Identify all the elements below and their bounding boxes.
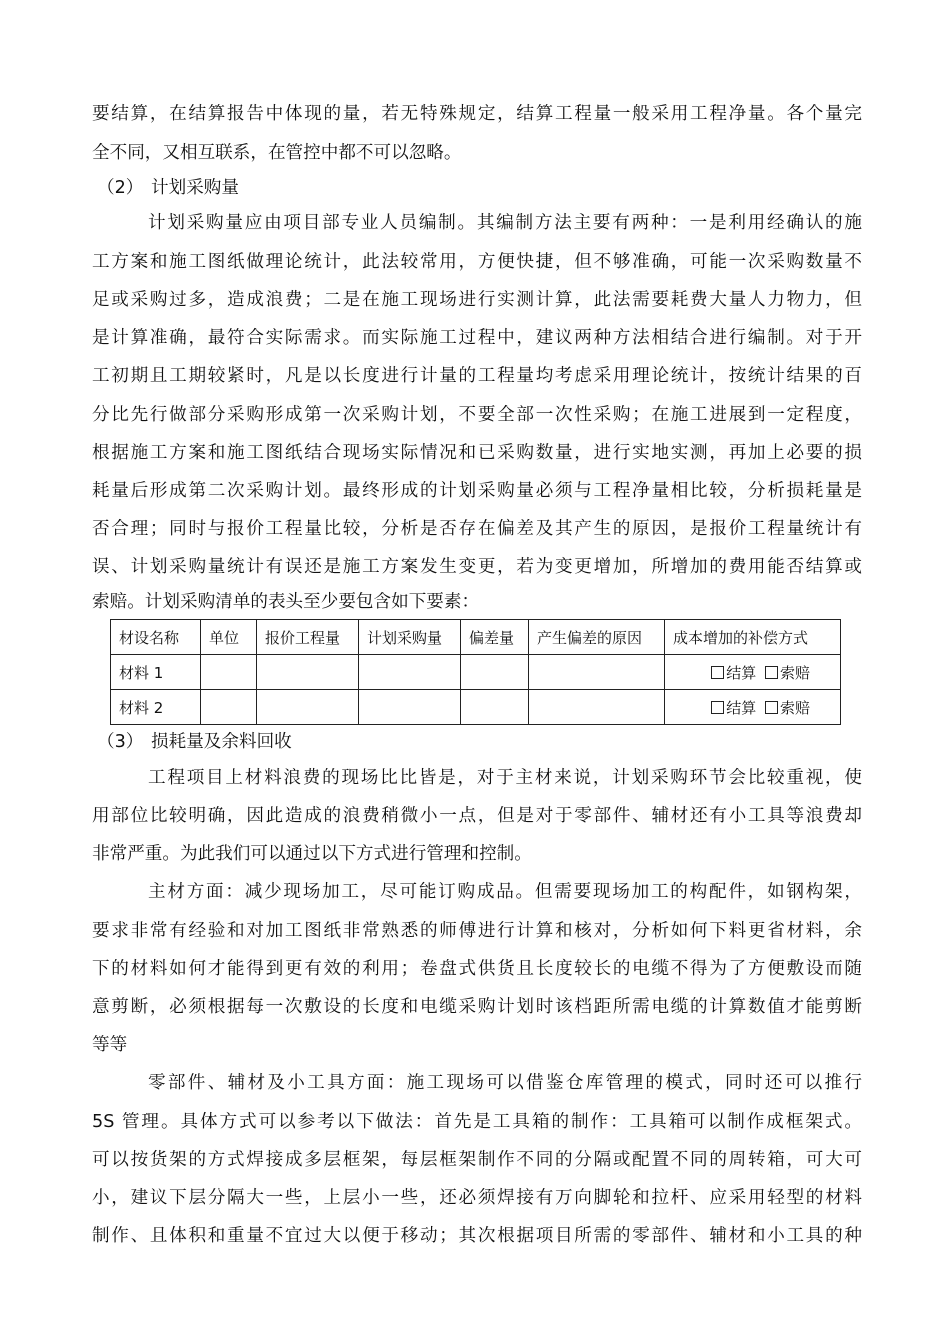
- section-3-title: 损耗量及余料回收: [151, 732, 292, 752]
- settlement-label: 结算: [726, 698, 757, 717]
- section-2-line: 足或采购过多，造成浪费；二是在施工现场进行实测计算，此法需要耗费大量人力物力，但: [92, 290, 862, 310]
- section-3-para3-line: 可以按货架的方式焊接成多层框架，每层框架制作不同的分隔或配置不同的周转箱，可大可: [92, 1150, 862, 1170]
- material-name-cell: 材料 2: [111, 690, 201, 725]
- section-3-para3-line: 小，建议下层分隔大一些，上层小一些，还必须焊接有万向脚轮和拉杆、应采用轻型的材料: [92, 1188, 862, 1208]
- section-3-para3-line: 制作、且体积和重量不宜过大以便于移动；其次根据项目所需的零部件、辅材和小工具的种: [92, 1226, 862, 1246]
- table-header-cell: 报价工程量: [257, 620, 359, 655]
- section-2-line: 是计算准确，最符合实际需求。而实际施工过程中，建议两种方法相结合进行编制。对于开: [92, 328, 862, 348]
- table-cell: [201, 690, 257, 725]
- section-2-number: （2）: [97, 178, 144, 198]
- table-header-cell: 计划采购量: [359, 620, 461, 655]
- settlement-checkbox[interactable]: [711, 701, 724, 714]
- table-cell: [461, 655, 529, 690]
- section-3-para2-line: 要求非常有经验和对加工图纸非常熟悉的师傅进行计算和核对，分析如何下料更省材料，余: [92, 921, 862, 941]
- intro-line-1: 要结算，在结算报告中体现的量，若无特殊规定，结算工程量一般采用工程净量。各个量完: [92, 104, 862, 124]
- procurement-header-table: [110, 619, 841, 725]
- section-2-line: 误、计划采购量统计有误还是施工方案发生变更，若为变更增加，所增加的费用能否结算或: [92, 557, 862, 577]
- settlement-label: 结算: [726, 663, 757, 682]
- section-2-line: 工方案和施工图纸做理论统计，此法较常用，方便快捷，但不够准确，可能一次采购数量不: [92, 252, 862, 272]
- section-3-para3-line: 5S 管理。具体方式可以参考以下做法：首先是工具箱的制作：工具箱可以制作成框架式。: [92, 1112, 862, 1132]
- section-3-para2-line: 意剪断，必须根据每一次敷设的长度和电缆采购计划时该档距所需电缆的计算数值才能剪断: [92, 997, 862, 1017]
- section-3-para1-line: 工程项目上材料浪费的现场比比皆是，对于主材来说，计划采购环节会比较重视，使: [148, 768, 862, 788]
- section-3-para3-line: 零部件、辅材及小工具方面：施工现场可以借鉴仓库管理的模式，同时还可以推行: [148, 1073, 862, 1093]
- section-2-line: 工初期且工期较紧时，凡是以长度进行计量的工程量均考虑采用理论统计，按统计结果的百: [92, 366, 862, 386]
- claim-checkbox[interactable]: [765, 701, 778, 714]
- section-3-para2-line: 主材方面：减少现场加工，尽可能订购成品。但需要现场加工的构配件，如钢构架，: [148, 882, 862, 902]
- table-cell: [529, 690, 665, 725]
- section-2-line: 根据施工方案和施工图纸结合现场实际情况和已采购数量，进行实地实测，再加上必要的损: [92, 443, 862, 463]
- table-cell: [257, 655, 359, 690]
- table-header-cell: 产生偏差的原因: [529, 620, 665, 655]
- settlement-checkbox[interactable]: [711, 666, 724, 679]
- table-cell: [529, 655, 665, 690]
- table-row: [111, 690, 841, 725]
- section-3-para1-line: 用部位比较明确，因此造成的浪费稍微小一点，但是对于零部件、辅材还有小工具等浪费却: [92, 806, 862, 826]
- claim-label: 索赔: [779, 663, 810, 682]
- section-2-line: 索赔。计划采购清单的表头至少要包含如下要素：: [92, 592, 480, 612]
- section-3-para2-line: 下的材料如何才能得到更有效的利用；卷盘式供货且长度较长的电缆不得为了方便敷设而随: [92, 959, 862, 979]
- intro-line-2: 全不同，又相互联系，在管控中都不可以忽略。: [92, 143, 462, 163]
- section-3-para1-line: 非常严重。为此我们可以通过以下方式进行管理和控制。: [92, 844, 532, 864]
- table-cell: [201, 655, 257, 690]
- claim-checkbox[interactable]: [765, 666, 778, 679]
- section-2-line: 否合理；同时与报价工程量比较，分析是否存在偏差及其产生的原因，是报价工程量统计有: [92, 519, 862, 539]
- material-name-cell: 材料 1: [111, 655, 201, 690]
- section-3-heading: [97, 731, 292, 753]
- section-3-number: （3）: [97, 732, 144, 752]
- claim-label: 索赔: [779, 698, 810, 717]
- table-cell: [257, 690, 359, 725]
- compensation-cell: [665, 655, 841, 690]
- table-cell: [461, 690, 529, 725]
- table-header-cell: 材设名称: [111, 620, 201, 655]
- table-cell: [359, 655, 461, 690]
- section-2-line: 计划采购量应由项目部专业人员编制。其编制方法主要有两种：一是利用经确认的施: [148, 213, 862, 233]
- table-header-cell: 偏差量: [461, 620, 529, 655]
- section-2-title: 计划采购量: [151, 178, 239, 198]
- section-3-para2-line: 等等: [92, 1035, 128, 1055]
- table-row: [111, 655, 841, 690]
- table-header-cell: 单位: [201, 620, 257, 655]
- section-2-line: 分比先行做部分采购形成第一次采购计划，不要全部一次性采购；在施工进展到一定程度，: [92, 405, 862, 425]
- section-2-heading: [97, 177, 239, 199]
- compensation-cell: [665, 690, 841, 725]
- table-cell: [359, 690, 461, 725]
- table-header-cell: 成本增加的补偿方式: [665, 620, 841, 655]
- table-header-row: [111, 620, 841, 655]
- section-2-line: 耗量后形成第二次采购计划。最终形成的计划采购量必须与工程净量相比较，分析损耗量是: [92, 481, 862, 501]
